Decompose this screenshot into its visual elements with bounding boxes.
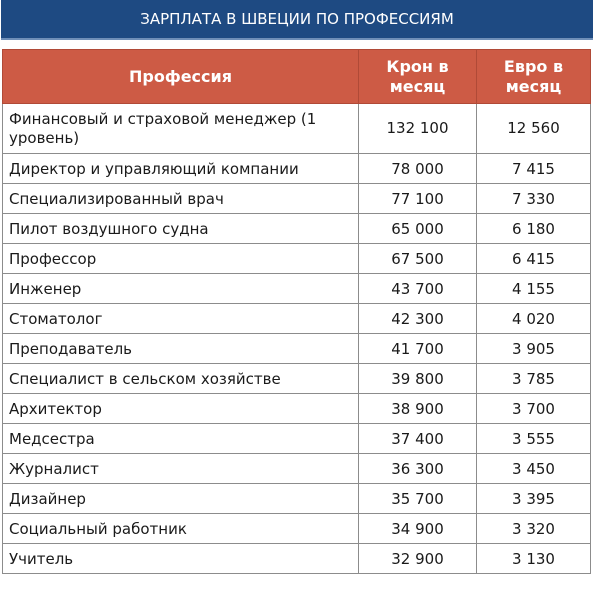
profession-cell: Стоматолог — [3, 304, 359, 334]
table-row — [3, 424, 591, 454]
profession-cell: Директор и управляющий компании — [3, 154, 359, 184]
header-sek: Крон в месяц — [359, 50, 477, 104]
eur-cell: 3 555 — [477, 424, 591, 454]
table-row — [3, 544, 591, 574]
eur-cell: 6 180 — [477, 214, 591, 244]
profession-cell: Финансовый и страховой менеджер (1 уровень) — [3, 104, 359, 154]
table-row — [3, 484, 591, 514]
sek-cell: 39 800 — [359, 364, 477, 394]
table-row — [3, 394, 591, 424]
sek-cell: 41 700 — [359, 334, 477, 364]
table-row — [3, 334, 591, 364]
table-row — [3, 184, 591, 214]
eur-cell: 3 130 — [477, 544, 591, 574]
eur-cell: 12 560 — [477, 104, 591, 154]
eur-cell: 7 415 — [477, 154, 591, 184]
eur-cell: 6 415 — [477, 244, 591, 274]
profession-cell: Инженер — [3, 274, 359, 304]
profession-cell: Дизайнер — [3, 484, 359, 514]
eur-cell: 3 395 — [477, 484, 591, 514]
eur-cell: 4 155 — [477, 274, 591, 304]
profession-cell: Социальный работник — [3, 514, 359, 544]
sek-cell: 42 300 — [359, 304, 477, 334]
profession-cell: Медсестра — [3, 424, 359, 454]
sek-cell: 38 900 — [359, 394, 477, 424]
eur-cell: 3 785 — [477, 364, 591, 394]
eur-cell: 4 020 — [477, 304, 591, 334]
table-title: ЗАРПЛАТА В ШВЕЦИИ ПО ПРОФЕССИЯМ — [1, 0, 593, 40]
sek-cell: 67 500 — [359, 244, 477, 274]
profession-cell: Преподаватель — [3, 334, 359, 364]
profession-cell: Журналист — [3, 454, 359, 484]
table-row — [3, 154, 591, 184]
profession-cell: Пилот воздушного судна — [3, 214, 359, 244]
table-row — [3, 514, 591, 544]
salary-table — [2, 49, 591, 574]
header-row — [3, 50, 591, 104]
sek-cell: 77 100 — [359, 184, 477, 214]
eur-cell: 3 320 — [477, 514, 591, 544]
table-row — [3, 244, 591, 274]
eur-cell: 3 450 — [477, 454, 591, 484]
sek-cell: 65 000 — [359, 214, 477, 244]
eur-cell: 3 905 — [477, 334, 591, 364]
sek-cell: 35 700 — [359, 484, 477, 514]
eur-cell: 7 330 — [477, 184, 591, 214]
sek-cell: 36 300 — [359, 454, 477, 484]
table-row — [3, 454, 591, 484]
profession-cell: Специалист в сельском хозяйстве — [3, 364, 359, 394]
header-eur: Евро в месяц — [477, 50, 591, 104]
header-profession: Профессия — [3, 50, 359, 104]
eur-cell: 3 700 — [477, 394, 591, 424]
table-row — [3, 274, 591, 304]
table-row — [3, 104, 591, 154]
sek-cell: 32 900 — [359, 544, 477, 574]
table-row — [3, 304, 591, 334]
sek-cell: 78 000 — [359, 154, 477, 184]
profession-cell: Учитель — [3, 544, 359, 574]
sek-cell: 132 100 — [359, 104, 477, 154]
profession-cell: Профессор — [3, 244, 359, 274]
profession-cell: Специализированный врач — [3, 184, 359, 214]
sek-cell: 37 400 — [359, 424, 477, 454]
sek-cell: 34 900 — [359, 514, 477, 544]
table-row — [3, 364, 591, 394]
sek-cell: 43 700 — [359, 274, 477, 304]
table-row — [3, 214, 591, 244]
profession-cell: Архитектор — [3, 394, 359, 424]
